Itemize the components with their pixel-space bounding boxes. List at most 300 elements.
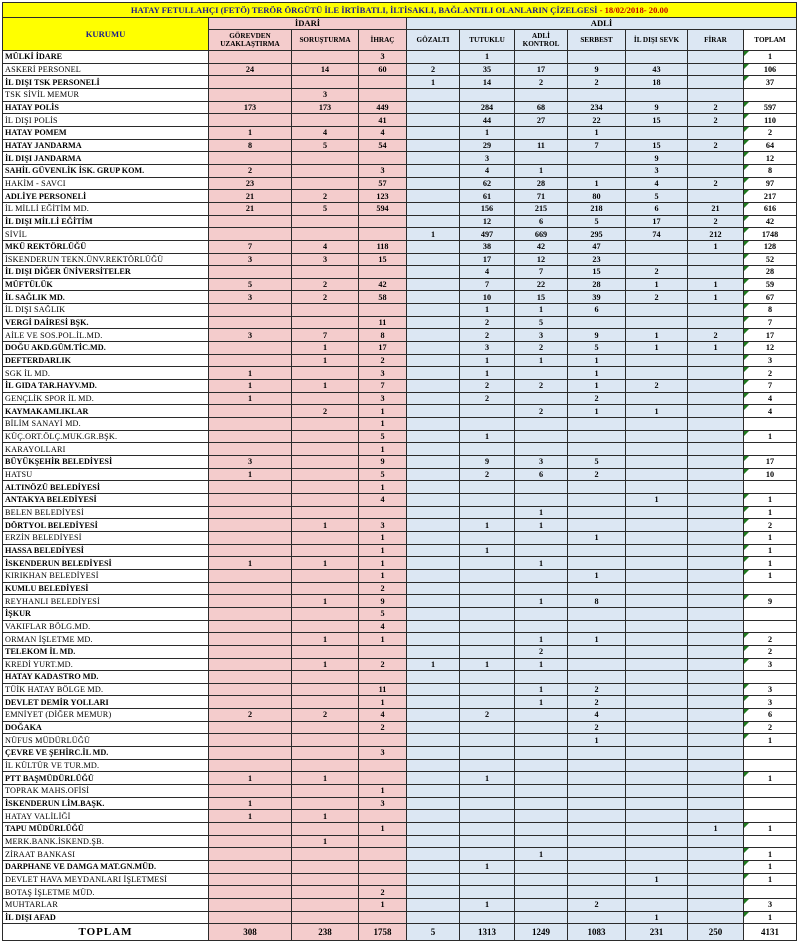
row-name: TÜİK HATAY BÖLGE MD. xyxy=(3,683,209,696)
cell-gozalti xyxy=(407,620,460,633)
cell-gorevden: 8 xyxy=(209,139,292,152)
cell-gozalti: 1 xyxy=(407,76,460,89)
cell-toplam: 1 xyxy=(744,823,797,836)
cell-ihrac: 15 xyxy=(359,253,407,266)
title-text: HATAY FETULLAHÇI (FETÖ) TERÖR ÖRGÜTÜ İLE İRTİBATLI, İLTİSAKLI, BAĞLANTILI OLANLARIN ÇİZELGESİ xyxy=(130,4,598,15)
cell-gozalti xyxy=(407,683,460,696)
cell-toplam xyxy=(744,747,797,760)
cell-toplam: 106 xyxy=(744,63,797,76)
cell-gozalti xyxy=(407,569,460,582)
row-name: DÖRTYOL BELEDİYESİ xyxy=(3,519,209,532)
cell-toplam xyxy=(744,797,797,810)
cell-tutuklu: 1 xyxy=(460,367,515,380)
cell-il-disi-sevk xyxy=(626,620,688,633)
cell-serbest: 1 xyxy=(568,569,626,582)
cell-toplam: 1 xyxy=(744,506,797,519)
cell-ihrac: 449 xyxy=(359,101,407,114)
table-row xyxy=(3,443,797,456)
cell-toplam xyxy=(744,620,797,633)
cell-serbest: 15 xyxy=(568,266,626,279)
table-row xyxy=(3,747,797,760)
cell-firar xyxy=(688,861,744,874)
cell-ihrac: 1 xyxy=(359,531,407,544)
cell-sorusturma xyxy=(292,493,359,506)
cell-adli-kontrol xyxy=(515,531,568,544)
cell-ihrac: 54 xyxy=(359,139,407,152)
cell-ihrac xyxy=(359,810,407,823)
cell-tutuklu: 156 xyxy=(460,202,515,215)
row-name: TOPRAK MAHS.OFİSİ xyxy=(3,785,209,798)
cell-firar: 1 xyxy=(688,291,744,304)
cell-firar xyxy=(688,506,744,519)
row-name: İL DIŞI DİĞER ÜNİVERSİTELER xyxy=(3,266,209,279)
cell-tutuklu xyxy=(460,911,515,924)
cell-adli-kontrol: 17 xyxy=(515,63,568,76)
cell-il-disi-sevk: 74 xyxy=(626,228,688,241)
row-name: DARPHANE VE DAMGA MAT.GN.MÜD. xyxy=(3,861,209,874)
col-header-il-disi-sevk: İL DIŞI SEVK xyxy=(626,30,688,51)
cell-tutuklu: 1 xyxy=(460,51,515,64)
cell-sorusturma xyxy=(292,316,359,329)
cell-gorevden xyxy=(209,658,292,671)
cell-firar: 2 xyxy=(688,177,744,190)
cell-tutuklu: 7 xyxy=(460,278,515,291)
cell-il-disi-sevk: 6 xyxy=(626,202,688,215)
cell-il-disi-sevk xyxy=(626,645,688,658)
cell-il-disi-sevk: 1 xyxy=(626,278,688,291)
row-name: ORMAN İŞLETME MD. xyxy=(3,633,209,646)
cell-firar xyxy=(688,747,744,760)
row-name: MÜFTÜLÜK xyxy=(3,278,209,291)
row-name: VERGİ DAİRESİ BŞK. xyxy=(3,316,209,329)
cell-serbest: 4 xyxy=(568,709,626,722)
cell-ihrac: 9 xyxy=(359,456,407,469)
row-name: SİVİL xyxy=(3,228,209,241)
cell-adli-kontrol: 22 xyxy=(515,278,568,291)
cell-gozalti xyxy=(407,671,460,684)
cell-gozalti xyxy=(407,873,460,886)
cell-firar xyxy=(688,898,744,911)
report-sheet xyxy=(2,2,796,941)
cell-firar xyxy=(688,709,744,722)
cell-ihrac: 4 xyxy=(359,126,407,139)
cell-gozalti xyxy=(407,519,460,532)
cell-gozalti xyxy=(407,544,460,557)
cell-gorevden: 1 xyxy=(209,126,292,139)
table-row xyxy=(3,418,797,431)
cell-gorevden xyxy=(209,342,292,355)
cell-sorusturma xyxy=(292,911,359,924)
table-row xyxy=(3,886,797,899)
cell-adli-kontrol xyxy=(515,607,568,620)
cell-tutuklu: 3 xyxy=(460,342,515,355)
cell-tutuklu xyxy=(460,531,515,544)
total-sorusturma: 238 xyxy=(292,924,359,941)
cell-il-disi-sevk xyxy=(626,848,688,861)
cell-adli-kontrol xyxy=(515,51,568,64)
table-row xyxy=(3,240,797,253)
cell-ihrac: 3 xyxy=(359,51,407,64)
cell-tutuklu: 1 xyxy=(460,354,515,367)
col-header-adli-kontrol: ADLİ KONTROL xyxy=(515,30,568,51)
cell-adli-kontrol: 1 xyxy=(515,304,568,317)
table-row xyxy=(3,456,797,469)
cell-serbest: 39 xyxy=(568,291,626,304)
cell-firar: 1 xyxy=(688,278,744,291)
cell-ihrac: 4 xyxy=(359,620,407,633)
cell-il-disi-sevk: 2 xyxy=(626,291,688,304)
row-name: HATAY JANDARMA xyxy=(3,139,209,152)
cell-toplam: 8 xyxy=(744,304,797,317)
row-name: KREDİ YURT.MD. xyxy=(3,658,209,671)
table-row xyxy=(3,126,797,139)
cell-firar xyxy=(688,531,744,544)
cell-ihrac: 1 xyxy=(359,569,407,582)
cell-adli-kontrol: 6 xyxy=(515,468,568,481)
cell-tutuklu: 14 xyxy=(460,76,515,89)
cell-firar xyxy=(688,88,744,101)
cell-tutuklu: 1 xyxy=(460,304,515,317)
cell-tutuklu xyxy=(460,823,515,836)
cell-tutuklu xyxy=(460,569,515,582)
row-name: MERK.BANK.İSKEND.ŞB. xyxy=(3,835,209,848)
cell-gozalti xyxy=(407,380,460,393)
cell-ihrac: 11 xyxy=(359,683,407,696)
cell-tutuklu xyxy=(460,418,515,431)
cell-gozalti xyxy=(407,278,460,291)
total-serbest: 1083 xyxy=(568,924,626,941)
cell-firar xyxy=(688,493,744,506)
cell-il-disi-sevk xyxy=(626,506,688,519)
cell-serbest xyxy=(568,506,626,519)
cell-tutuklu: 1 xyxy=(460,544,515,557)
cell-il-disi-sevk: 17 xyxy=(626,215,688,228)
cell-tutuklu: 35 xyxy=(460,63,515,76)
cell-gozalti xyxy=(407,101,460,114)
cell-serbest: 2 xyxy=(568,468,626,481)
cell-serbest xyxy=(568,557,626,570)
table-row xyxy=(3,531,797,544)
row-name: İL DIŞI AFAD xyxy=(3,911,209,924)
cell-gozalti xyxy=(407,114,460,127)
cell-sorusturma xyxy=(292,747,359,760)
cell-sorusturma: 14 xyxy=(292,63,359,76)
cell-serbest: 2 xyxy=(568,392,626,405)
cell-tutuklu xyxy=(460,683,515,696)
cell-serbest: 1 xyxy=(568,126,626,139)
row-name: ÇEVRE VE ŞEHİRC.İL MD. xyxy=(3,747,209,760)
cell-il-disi-sevk xyxy=(626,392,688,405)
total-firar: 250 xyxy=(688,924,744,941)
cell-gorevden xyxy=(209,228,292,241)
cell-adli-kontrol: 1 xyxy=(515,354,568,367)
cell-il-disi-sevk xyxy=(626,531,688,544)
cell-il-disi-sevk xyxy=(626,582,688,595)
cell-firar xyxy=(688,164,744,177)
cell-tutuklu: 2 xyxy=(460,380,515,393)
cell-adli-kontrol xyxy=(515,734,568,747)
table-row xyxy=(3,785,797,798)
cell-toplam xyxy=(744,418,797,431)
row-name: İL DIŞI TSK PERSONELİ xyxy=(3,76,209,89)
cell-gozalti xyxy=(407,810,460,823)
row-name: ALTINÖZÜ BELEDİYESİ xyxy=(3,481,209,494)
cell-sorusturma: 1 xyxy=(292,810,359,823)
table-row xyxy=(3,468,797,481)
cell-gozalti xyxy=(407,443,460,456)
cell-toplam: 1 xyxy=(744,430,797,443)
cell-il-disi-sevk xyxy=(626,607,688,620)
table-row xyxy=(3,278,797,291)
cell-serbest xyxy=(568,481,626,494)
cell-ihrac: 5 xyxy=(359,430,407,443)
cell-il-disi-sevk: 2 xyxy=(626,380,688,393)
cell-firar xyxy=(688,848,744,861)
cell-adli-kontrol: 7 xyxy=(515,266,568,279)
cell-tutuklu: 2 xyxy=(460,392,515,405)
cell-toplam: 97 xyxy=(744,177,797,190)
cell-adli-kontrol: 215 xyxy=(515,202,568,215)
row-name: HATSU xyxy=(3,468,209,481)
cell-adli-kontrol xyxy=(515,582,568,595)
cell-toplam: 12 xyxy=(744,342,797,355)
cell-serbest: 2 xyxy=(568,683,626,696)
cell-gozalti xyxy=(407,240,460,253)
cell-tutuklu: 2 xyxy=(460,709,515,722)
table-row xyxy=(3,152,797,165)
cell-toplam: 1 xyxy=(744,569,797,582)
cell-toplam: 1 xyxy=(744,734,797,747)
cell-ihrac: 2 xyxy=(359,886,407,899)
cell-il-disi-sevk: 4 xyxy=(626,177,688,190)
table-row xyxy=(3,607,797,620)
cell-gorevden xyxy=(209,747,292,760)
cell-toplam xyxy=(744,443,797,456)
cell-toplam: 3 xyxy=(744,354,797,367)
cell-adli-kontrol: 2 xyxy=(515,380,568,393)
row-name: KIRIKHAN BELEDİYESİ xyxy=(3,569,209,582)
table-row xyxy=(3,481,797,494)
cell-ihrac: 1 xyxy=(359,696,407,709)
cell-il-disi-sevk: 1 xyxy=(626,342,688,355)
cell-firar xyxy=(688,595,744,608)
cell-gorevden xyxy=(209,633,292,646)
cell-tutuklu: 61 xyxy=(460,190,515,203)
row-name: MKÜ REKTÖRLÜĞÜ xyxy=(3,240,209,253)
cell-adli-kontrol: 28 xyxy=(515,177,568,190)
table-row xyxy=(3,873,797,886)
cell-il-disi-sevk: 1 xyxy=(626,873,688,886)
cell-tutuklu: 2 xyxy=(460,329,515,342)
col-header-ihrac: İHRAÇ xyxy=(359,30,407,51)
cell-gorevden xyxy=(209,683,292,696)
cell-gozalti xyxy=(407,215,460,228)
cell-toplam: 1 xyxy=(744,51,797,64)
cell-ihrac xyxy=(359,835,407,848)
cell-firar xyxy=(688,721,744,734)
cell-adli-kontrol: 42 xyxy=(515,240,568,253)
cell-ihrac xyxy=(359,772,407,785)
title-date: - 18/02/2018- 20.00 xyxy=(599,4,669,15)
cell-firar xyxy=(688,658,744,671)
cell-gozalti xyxy=(407,202,460,215)
cell-ihrac: 1 xyxy=(359,418,407,431)
cell-toplam: 2 xyxy=(744,519,797,532)
cell-tutuklu xyxy=(460,797,515,810)
cell-gorevden xyxy=(209,354,292,367)
cell-tutuklu xyxy=(460,835,515,848)
cell-ihrac xyxy=(359,873,407,886)
cell-il-disi-sevk xyxy=(626,683,688,696)
cell-serbest: 5 xyxy=(568,342,626,355)
cell-serbest: 1 xyxy=(568,734,626,747)
cell-adli-kontrol: 1 xyxy=(515,506,568,519)
cell-firar xyxy=(688,456,744,469)
cell-ihrac xyxy=(359,266,407,279)
cell-sorusturma xyxy=(292,468,359,481)
cell-gorevden xyxy=(209,835,292,848)
table-row xyxy=(3,823,797,836)
title-row xyxy=(3,3,797,18)
cell-gorevden xyxy=(209,443,292,456)
cell-gorevden xyxy=(209,759,292,772)
table-row xyxy=(3,658,797,671)
cell-firar xyxy=(688,645,744,658)
cell-toplam: 597 xyxy=(744,101,797,114)
cell-serbest xyxy=(568,810,626,823)
cell-toplam xyxy=(744,810,797,823)
table-row xyxy=(3,671,797,684)
cell-adli-kontrol: 71 xyxy=(515,190,568,203)
cell-toplam: 28 xyxy=(744,266,797,279)
cell-adli-kontrol xyxy=(515,785,568,798)
cell-gorevden xyxy=(209,582,292,595)
table-row xyxy=(3,228,797,241)
cell-gorevden: 7 xyxy=(209,240,292,253)
table-row xyxy=(3,506,797,519)
row-name: İL KÜLTÜR VE TUR.MD. xyxy=(3,759,209,772)
cell-serbest: 7 xyxy=(568,139,626,152)
cell-adli-kontrol: 2 xyxy=(515,405,568,418)
cell-il-disi-sevk xyxy=(626,658,688,671)
cell-gorevden xyxy=(209,519,292,532)
cell-adli-kontrol xyxy=(515,797,568,810)
table-row xyxy=(3,430,797,443)
cell-gorevden: 1 xyxy=(209,392,292,405)
row-name: KÜÇ.ORT.ÖLÇ.MUK.GR.BŞK. xyxy=(3,430,209,443)
cell-sorusturma: 2 xyxy=(292,190,359,203)
cell-il-disi-sevk: 15 xyxy=(626,139,688,152)
cell-serbest: 2 xyxy=(568,696,626,709)
row-name: DEFTERDARLIK xyxy=(3,354,209,367)
cell-gozalti xyxy=(407,911,460,924)
cell-sorusturma xyxy=(292,164,359,177)
cell-serbest xyxy=(568,443,626,456)
cell-gorevden xyxy=(209,418,292,431)
cell-tutuklu: 1 xyxy=(460,772,515,785)
cell-il-disi-sevk: 2 xyxy=(626,266,688,279)
cell-toplam: 2 xyxy=(744,126,797,139)
cell-firar xyxy=(688,759,744,772)
cell-ihrac: 1 xyxy=(359,544,407,557)
cell-gozalti xyxy=(407,468,460,481)
cell-gozalti xyxy=(407,190,460,203)
cell-ihrac: 1 xyxy=(359,785,407,798)
table-row xyxy=(3,316,797,329)
col-header-gozalti: GÖZALTI xyxy=(407,30,460,51)
cell-serbest: 22 xyxy=(568,114,626,127)
cell-sorusturma xyxy=(292,443,359,456)
table-row xyxy=(3,810,797,823)
total-il-disi-sevk: 231 xyxy=(626,924,688,941)
cell-firar: 212 xyxy=(688,228,744,241)
cell-toplam: 37 xyxy=(744,76,797,89)
cell-tutuklu xyxy=(460,696,515,709)
cell-firar xyxy=(688,63,744,76)
cell-tutuklu: 1 xyxy=(460,898,515,911)
cell-serbest: 80 xyxy=(568,190,626,203)
cell-ihrac: 11 xyxy=(359,316,407,329)
table-row xyxy=(3,88,797,101)
cell-gorevden xyxy=(209,886,292,899)
cell-firar xyxy=(688,772,744,785)
cell-il-disi-sevk: 18 xyxy=(626,76,688,89)
table-row xyxy=(3,759,797,772)
table-row xyxy=(3,620,797,633)
cell-serbest xyxy=(568,747,626,760)
cell-toplam: 4 xyxy=(744,405,797,418)
cell-sorusturma: 173 xyxy=(292,101,359,114)
table-row xyxy=(3,304,797,317)
cell-firar xyxy=(688,418,744,431)
cell-il-disi-sevk xyxy=(626,861,688,874)
cell-gozalti xyxy=(407,747,460,760)
cell-toplam: 1 xyxy=(744,493,797,506)
cell-sorusturma xyxy=(292,721,359,734)
cell-gozalti xyxy=(407,405,460,418)
cell-il-disi-sevk: 5 xyxy=(626,190,688,203)
row-name: İL SAĞLIK MD. xyxy=(3,291,209,304)
cell-ihrac: 1 xyxy=(359,443,407,456)
cell-gozalti xyxy=(407,721,460,734)
cell-gozalti xyxy=(407,291,460,304)
table-row xyxy=(3,645,797,658)
cell-toplam: 1 xyxy=(744,848,797,861)
cell-serbest: 5 xyxy=(568,456,626,469)
cell-firar xyxy=(688,671,744,684)
cell-adli-kontrol: 1 xyxy=(515,519,568,532)
cell-sorusturma xyxy=(292,215,359,228)
cell-adli-kontrol xyxy=(515,759,568,772)
cell-adli-kontrol: 1 xyxy=(515,595,568,608)
cell-tutuklu xyxy=(460,506,515,519)
row-name: HATAY KADASTRO MD. xyxy=(3,671,209,684)
cell-gozalti xyxy=(407,861,460,874)
cell-il-disi-sevk xyxy=(626,430,688,443)
table-row xyxy=(3,405,797,418)
cell-gozalti: 1 xyxy=(407,658,460,671)
row-name: REYHANLI BELEDİYESİ xyxy=(3,595,209,608)
cell-il-disi-sevk: 1 xyxy=(626,405,688,418)
cell-il-disi-sevk xyxy=(626,810,688,823)
cell-adli-kontrol: 1 xyxy=(515,658,568,671)
row-name: TAPU MÜDÜRLÜĞÜ xyxy=(3,823,209,836)
row-name: İSKENDERUN TEKN.ÜNV.REKTÖRLÜĞÜ xyxy=(3,253,209,266)
cell-sorusturma xyxy=(292,797,359,810)
cell-toplam: 2 xyxy=(744,367,797,380)
cell-toplam: 110 xyxy=(744,114,797,127)
cell-tutuklu xyxy=(460,607,515,620)
